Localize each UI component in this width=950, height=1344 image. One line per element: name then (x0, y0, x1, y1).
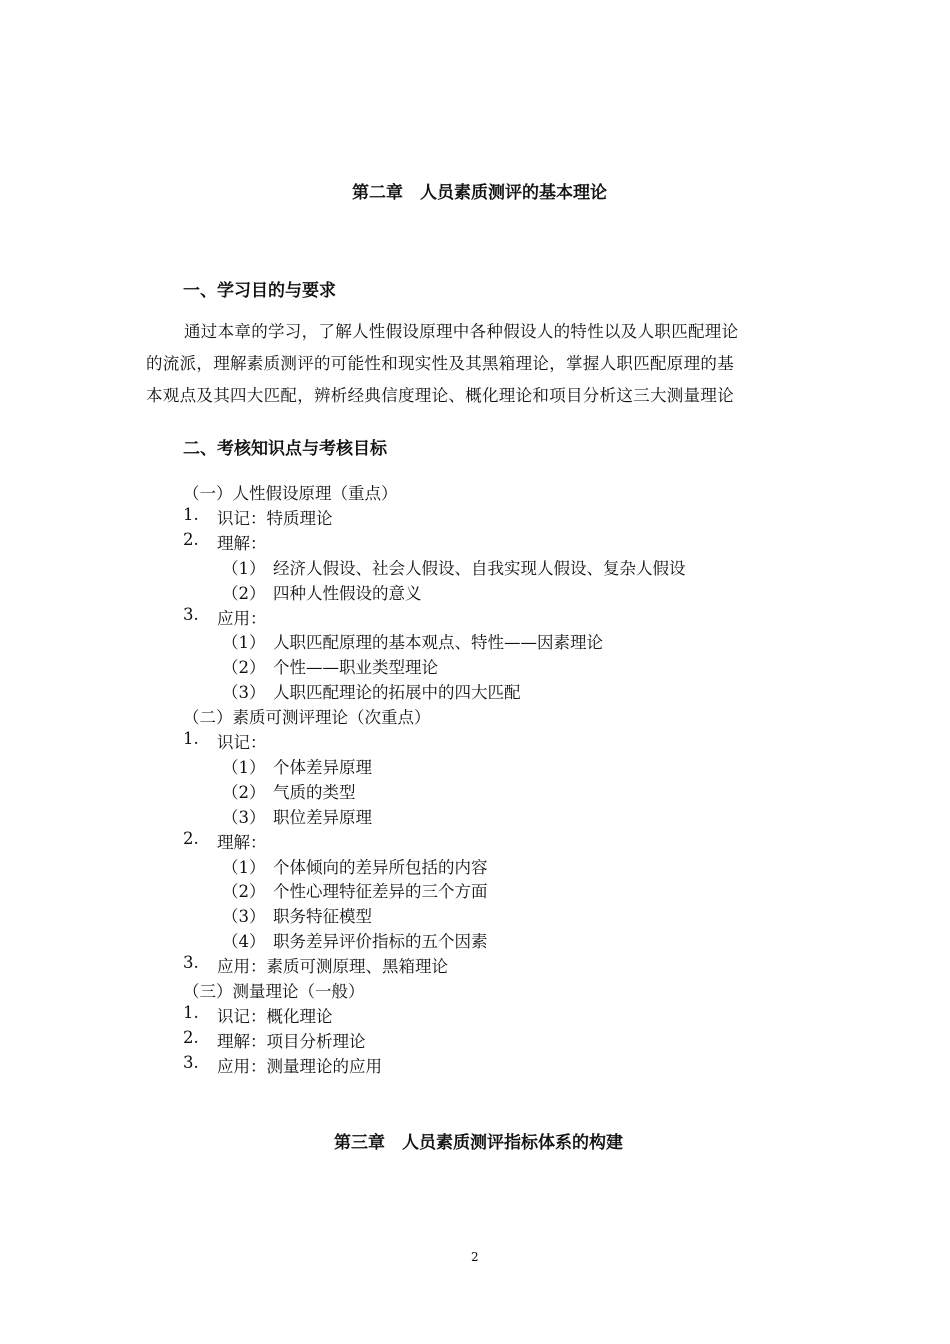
section-1-paragraph (146, 316, 808, 412)
outline-sub-number: （3） (222, 907, 266, 927)
outline-sub-text: 职务差异评价指标的五个因素 (273, 932, 488, 952)
outline-item-text: 应用： (217, 608, 267, 628)
outline-group-heading: （三）测量理论（一般） (183, 982, 365, 1001)
outline-sub-number: （2） (222, 882, 266, 902)
outline-sub-number: （3） (222, 683, 266, 703)
outline-sub-text: 四种人性假设的意义 (273, 583, 422, 603)
outline-sub-number: （2） (222, 583, 266, 603)
outline-item-text: 识记：概化理论 (217, 1006, 333, 1026)
outline-sub-text: 个性——职业类型理论 (273, 658, 438, 678)
outline-sub-number: （1） (222, 757, 266, 777)
outline-sub-number: （1） (222, 558, 266, 578)
outline-sub-text: 个体差异原理 (273, 757, 372, 777)
outline-item-text: 应用：素质可测原理、黑箱理论 (217, 957, 448, 977)
page-number: 2 (471, 1250, 479, 1264)
paragraph-line: 的流派，理解素质测评的可能性和现实性及其黑箱理论，掌握人职匹配原理的基 (146, 354, 734, 373)
outline-sub-number: （3） (222, 807, 266, 827)
outline-item-number: 3. (183, 1052, 199, 1072)
outline-item-number: 2. (183, 828, 199, 848)
outline-sub-number: （4） (222, 932, 266, 952)
outline-item-number: 1. (183, 729, 199, 748)
section-2-heading: 二、考核知识点与考核目标 (183, 439, 387, 459)
outline-item-text: 理解：项目分析理论 (217, 1031, 366, 1051)
chapter-3-title: 第三章 人员素质测评指标体系的构建 (334, 1133, 623, 1153)
outline-sub-text: 经济人假设、社会人假设、自我实现人假设、复杂人假设 (273, 558, 686, 578)
outline-item-text: 应用：测量理论的应用 (217, 1056, 382, 1076)
outline-sub-text: 职务特征模型 (273, 907, 372, 927)
outline-item-number: 3. (183, 953, 199, 973)
outline-sub-text: 职位差异原理 (273, 807, 372, 827)
section-1-heading: 一、学习目的与要求 (183, 281, 336, 301)
outline-sub-text: 个性心理特征差异的三个方面 (273, 882, 488, 902)
outline-item-text: 识记： (217, 733, 267, 752)
outline-item-text: 识记：特质理论 (217, 508, 333, 528)
outline-sub-text: 个体倾向的差异所包括的内容 (273, 857, 488, 877)
outline-item-number: 2. (183, 1027, 199, 1047)
outline-group-heading: （二）素质可测评理论（次重点） (183, 708, 431, 728)
outline-sub-text: 人职匹配理论的拓展中的四大匹配 (273, 683, 521, 703)
paragraph-line: 通过本章的学习，了解人性假设原理中各种假设人的特性以及人职匹配理论 (184, 322, 739, 341)
outline-item-number: 1. (183, 504, 199, 524)
outline-sub-text: 气质的类型 (273, 782, 356, 802)
outline-group-heading: （一）人性假设原理（重点） (183, 484, 398, 503)
outline-sub-text: 人职匹配原理的基本观点、特性——因素理论 (273, 633, 603, 653)
outline-sub-number: （1） (222, 857, 266, 877)
paragraph-line: 本观点及其四大匹配，辨析经典信度理论、概化理论和项目分析这三大测量理论 (146, 386, 734, 405)
outline-sub-number: （2） (222, 782, 266, 802)
outline-item-text: 理解： (217, 832, 267, 852)
outline-item-text: 理解： (217, 533, 267, 553)
outline-item-number: 1. (183, 1002, 199, 1022)
outline-sub-number: （1） (222, 633, 266, 653)
chapter-2-title: 第二章 人员素质测评的基本理论 (352, 183, 607, 203)
outline-sub-number: （2） (222, 658, 266, 678)
outline-item-number: 3. (183, 604, 199, 624)
outline-item-number: 2. (183, 529, 199, 549)
